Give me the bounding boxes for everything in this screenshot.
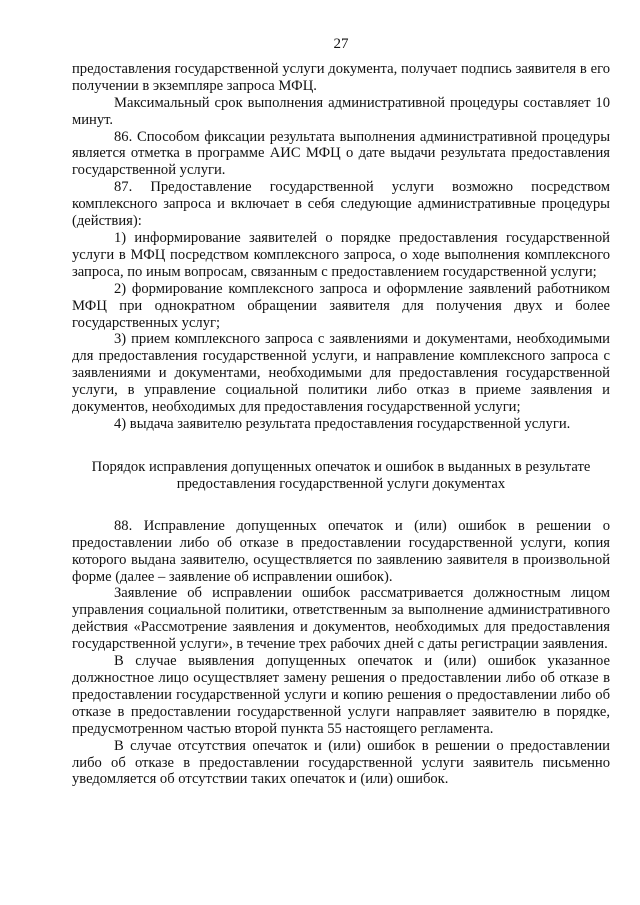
paragraph-no-errors: В случае отсутствия опечаток и (или) ошибок в решении о предоставлении либо об отказе в предоставлении государственной услуги заявитель письменно уведомляется об отсутствии таких опечаток и (или) ошибок.: [72, 737, 610, 788]
page-number: 27: [333, 36, 349, 52]
paragraph-errors-found: В случае выявления допущенных опечаток и (или) ошибок указанное должностное лицо осуществляет замену решения о предоставлении либо об отказе в предоставлении государственной услуги и копию решения о предоставлении либо об отказе в предоставлении государственной услуги направляет заявителю в порядке, предусмотренном частью второй пункта 55 настоящего регламента.: [72, 653, 610, 737]
section-title: Порядок исправления допущенных опечаток и ошибок в выданных в результате предоставления государственной услуги документах: [91, 458, 591, 492]
paragraph-86: 86. Способом фиксации результата выполнения административной процедуры является отметка в программе АИС МФЦ о дате выдачи результата предоставления государственной услуги.: [72, 128, 610, 179]
paragraph-87: 87. Предоставление государственной услуги возможно посредством комплексного запроса и включает в себя следующие административные процедуры (действия):: [72, 179, 610, 230]
list-item-2: 2) формирование комплексного запроса и оформление заявлений работником МФЦ при однократном обращении заявителя для получения двух и более государственных услуг;: [72, 280, 610, 331]
list-item-3: 3) прием комплексного запроса с заявлениями и документами, необходимыми для предоставления государственной услуги, и направление комплексного запроса с заявлениями и документами, необходимыми для предоставления государственной услуги, в управление социальной политики либо отказ в приеме заявления и документов, необходимых для предоставления государственной услуги;: [72, 331, 610, 416]
document-page: [72, 36, 610, 788]
paragraph-continuation: предоставления государственной услуги документа, получает подпись заявителя в его получении в экземпляре запроса МФЦ.: [72, 60, 610, 94]
paragraph-88: 88. Исправление допущенных опечаток и (или) ошибок в решении о предоставлении либо об отказе в предоставлении государственной услуги, копия которого выдана заявителю, осуществляется по заявлению заявителя в произвольной форме (далее – заявление об исправлении ошибок).: [72, 517, 610, 585]
paragraph-correction-request: Заявление об исправлении ошибок рассматривается должностным лицом управления социальной политики, ответственным за выполнение административного действия «Рассмотрение заявления и документов, необходимых для предоставления государственной услуги», в течение трех рабочих дней с даты регистрации заявления.: [72, 585, 610, 653]
paragraph-max-duration: Максимальный срок выполнения административной процедуры составляет 10 минут.: [72, 94, 610, 128]
list-item-4: 4) выдача заявителю результата предоставления государственной услуги.: [114, 415, 571, 432]
list-item-1: 1) информирование заявителей о порядке предоставления государственной услуги в МФЦ посредством комплексного запроса, о ходе выполнения комплексного запроса, по иным вопросам, связанным с предоставлением государственной услуги;: [72, 229, 610, 280]
